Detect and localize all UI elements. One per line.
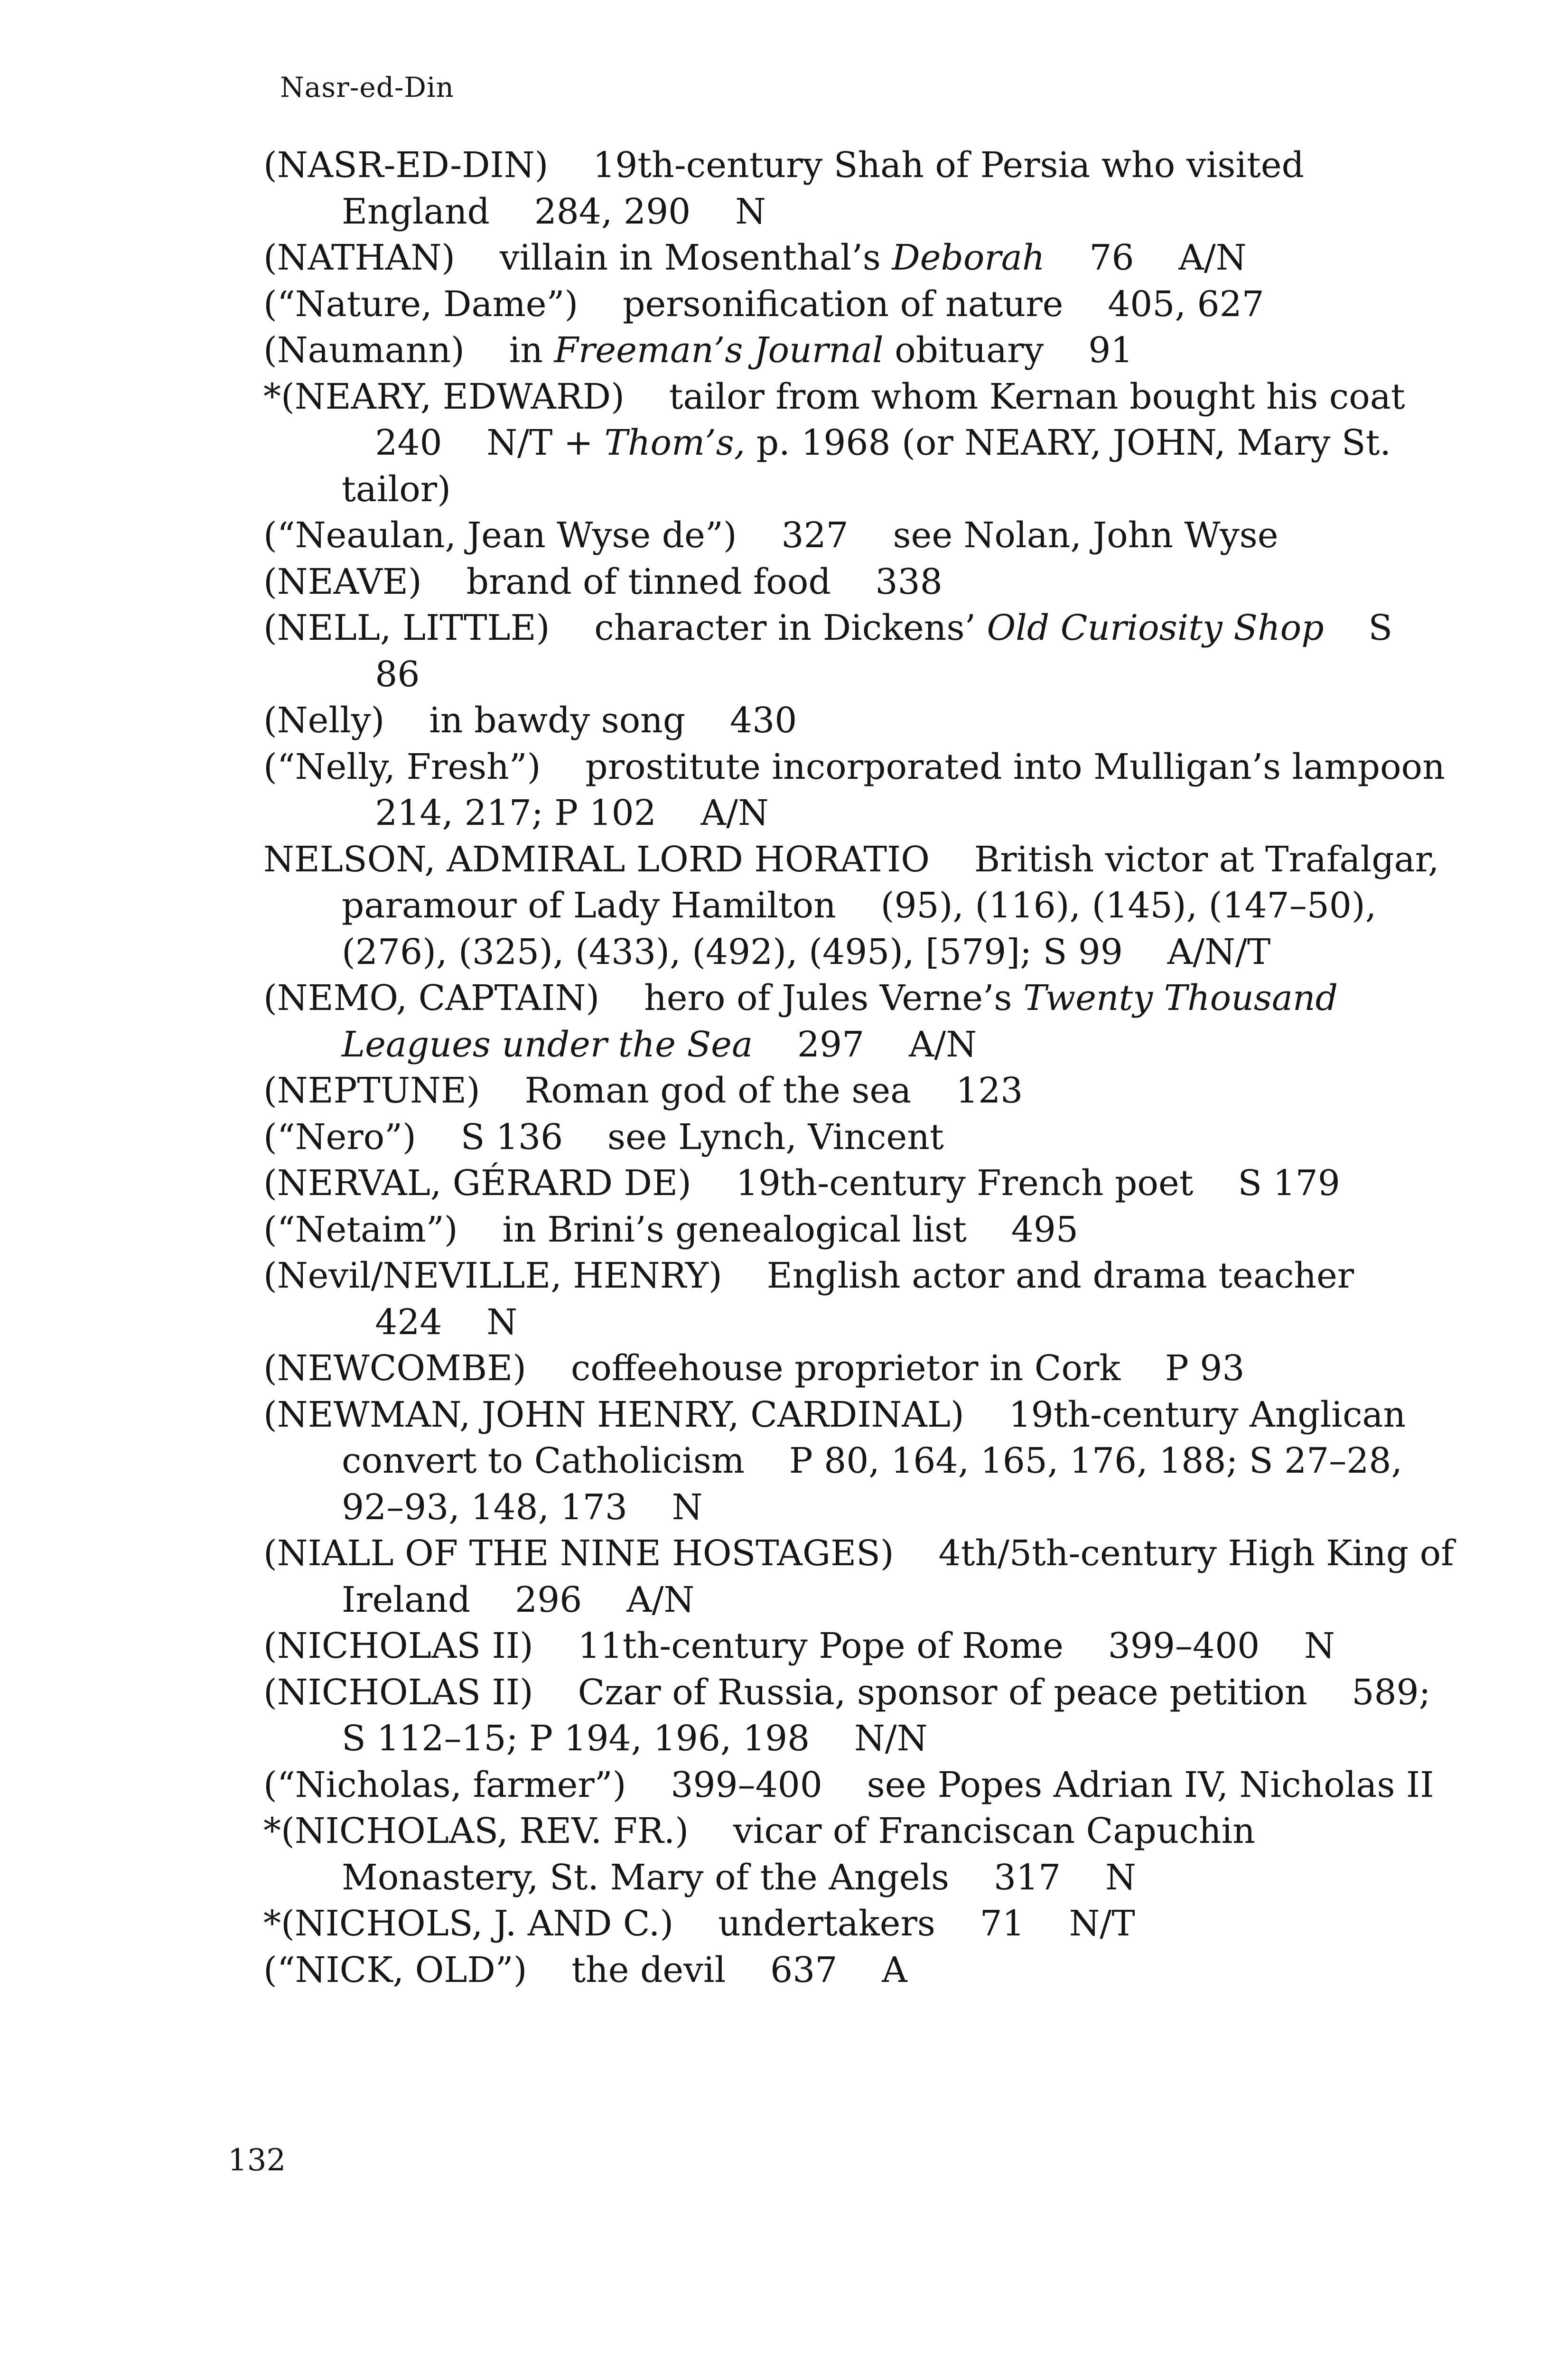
index-entry xyxy=(263,1947,1459,1994)
index-entry xyxy=(263,1253,1459,1345)
entry-source-tag: A/N xyxy=(908,1024,977,1065)
page-number: 132 xyxy=(228,2143,286,2178)
entry-page-refs: (95), (116), (145), (147–50), (276), (325), (433), (492), (495), [579]; S 99 xyxy=(342,885,1377,972)
entry-description: coffeehouse proprietor in Cork xyxy=(570,1348,1121,1389)
entry-heading: (NATHAN) xyxy=(263,237,455,278)
entry-work-title: Deborah xyxy=(892,237,1045,278)
entry-page-refs: 399–400 xyxy=(1108,1626,1260,1666)
entry-description: vicar of Franciscan Capuchin Monastery, St. Mary of the Angels xyxy=(342,1811,1255,1898)
entry-description: villain in Mosenthal’s xyxy=(499,237,881,278)
entry-page-refs: 71 xyxy=(980,1903,1025,1944)
entry-heading: (“Nelly, Fresh”) xyxy=(263,746,541,787)
index-entry xyxy=(263,1531,1459,1623)
index-entry xyxy=(263,1345,1459,1392)
entry-source-title: Thom’s, xyxy=(604,422,746,463)
index-entry xyxy=(263,605,1459,698)
entry-description: 19th-century Anglican convert to Catholicism xyxy=(342,1394,1406,1481)
entry-description: British victor at Trafalgar, paramour of Lady Hamilton xyxy=(342,839,1439,926)
entry-heading: (Nelly) xyxy=(263,700,385,741)
entry-page-refs: 240 xyxy=(375,422,442,463)
entry-heading: (Nevil/NEVILLE, HENRY) xyxy=(263,1255,722,1296)
entry-source-tag: N xyxy=(1105,1857,1136,1898)
entry-description: tailor from whom Kernan bought his coat xyxy=(669,376,1405,417)
entry-page-refs: 123 xyxy=(956,1070,1023,1111)
index-entries xyxy=(263,142,1459,1993)
entry-page-refs: S 136 xyxy=(460,1116,563,1158)
index-entry xyxy=(263,1114,1459,1161)
entry-source-tag: A xyxy=(882,1949,907,1990)
entry-heading: (“NICK, OLD”) xyxy=(263,1949,527,1990)
index-entry xyxy=(263,281,1459,328)
entry-description-end: obituary xyxy=(895,330,1044,371)
running-head: Nasr-ed-Din xyxy=(280,71,454,103)
entry-description: 4th/5th-century High King of Ireland xyxy=(342,1533,1454,1620)
entry-page-refs: 76 xyxy=(1089,237,1134,278)
entry-page-refs: 424 xyxy=(375,1301,442,1343)
index-entry xyxy=(263,1901,1459,1947)
entry-page-refs: 317 xyxy=(993,1857,1061,1898)
entry-page-refs: 214, 217; P 102 xyxy=(375,793,656,833)
entry-page-refs: 327 xyxy=(781,515,849,556)
entry-description: in bawdy song xyxy=(429,700,686,741)
entry-heading: (NICHOLAS II) xyxy=(263,1672,533,1713)
entry-page-refs: 338 xyxy=(875,561,943,602)
index-entry xyxy=(263,1808,1459,1901)
entry-source-tag: S xyxy=(1368,607,1393,648)
entry-heading: NELSON, ADMIRAL LORD HORATIO xyxy=(263,839,930,880)
entry-page-refs: 589; S 112–15; P 194, 196, 198 xyxy=(342,1672,1431,1759)
entry-source-tag: N xyxy=(486,1301,518,1343)
entry-work-title: Twenty Thousand Leagues under the Sea xyxy=(342,978,1338,1065)
index-entry xyxy=(263,1207,1459,1253)
index-entry xyxy=(263,327,1459,374)
entry-heading: *(NEARY, EDWARD) xyxy=(263,376,625,417)
entry-description: 19th-century Shah of Persia who visited England xyxy=(342,145,1304,232)
entry-source-tag: N xyxy=(1304,1626,1335,1666)
entry-source-tag: N/N xyxy=(854,1718,928,1759)
index-entry xyxy=(263,559,1459,606)
entry-description: 19th-century French poet xyxy=(736,1163,1194,1204)
entry-work-title: Freeman’s Journal xyxy=(554,330,884,371)
entry-heading: (NASR-ED-DIN) xyxy=(263,145,549,186)
entry-description: Roman god of the sea xyxy=(524,1070,912,1111)
entry-page-refs: 91 xyxy=(1088,330,1133,371)
entry-description: character in Dickens’ xyxy=(594,607,976,648)
index-entry xyxy=(263,513,1459,559)
entry-source-tag: N/T xyxy=(1069,1903,1135,1944)
entry-page-refs: 86 xyxy=(375,654,420,695)
entry-heading: (NELL, LITTLE) xyxy=(263,607,550,648)
entry-description: in xyxy=(509,330,543,371)
entry-heading: (NEWCOMBE) xyxy=(263,1348,527,1389)
entry-description: Czar of Russia, sponsor of peace petition xyxy=(578,1672,1307,1713)
entry-page-refs: 637 xyxy=(770,1949,838,1990)
entry-description: the devil xyxy=(571,1949,726,1990)
entry-heading: (“Nicholas, farmer”) xyxy=(263,1764,626,1805)
entry-source-tag: N xyxy=(735,191,766,232)
entry-description: undertakers xyxy=(718,1903,935,1944)
entry-source-tag: N/T + xyxy=(486,422,593,463)
index-entry xyxy=(263,1623,1459,1670)
entry-source-tag: A/N xyxy=(1178,237,1247,278)
entry-description: personification of nature xyxy=(623,283,1064,325)
entry-heading: (NEMO, CAPTAIN) xyxy=(263,978,600,1018)
index-entry xyxy=(263,837,1459,976)
entry-heading: *(NICHOLAS, REV. FR.) xyxy=(263,1811,689,1851)
entry-page-refs: 284, 290 xyxy=(534,191,691,232)
entry-work-title: Old Curiosity Shop xyxy=(987,607,1324,648)
entry-heading: (Naumann) xyxy=(263,330,465,371)
entry-source-tag: A/N xyxy=(626,1579,695,1620)
entry-description: prostitute incorporated into Mulligan’s lampoon xyxy=(585,746,1445,787)
entry-description: 11th-century Pope of Rome xyxy=(578,1626,1064,1666)
entry-page-refs: 297 xyxy=(797,1024,865,1065)
entry-description: in Brini’s genealogical list xyxy=(502,1209,967,1250)
entry-heading: (NICHOLAS II) xyxy=(263,1626,533,1666)
index-entry xyxy=(263,1160,1459,1207)
index-entry xyxy=(263,1392,1459,1531)
entry-source-tag: A/N/T xyxy=(1167,931,1271,972)
entry-cross-reference: see Nolan, John Wyse xyxy=(893,515,1279,556)
entry-source-tag: N xyxy=(672,1486,703,1528)
index-entry xyxy=(263,374,1459,513)
entry-heading: (NIALL OF THE NINE HOSTAGES) xyxy=(263,1533,894,1574)
entry-heading: (NERVAL, GÉRARD DE) xyxy=(263,1163,691,1204)
index-entry xyxy=(263,975,1459,1068)
entry-heading: (“Neaulan, Jean Wyse de”) xyxy=(263,515,737,556)
entry-heading: (NEAVE) xyxy=(263,561,422,602)
entry-page-refs: 399–400 xyxy=(671,1764,822,1805)
entry-heading: (NEWMAN, JOHN HENRY, CARDINAL) xyxy=(263,1394,964,1435)
index-entry xyxy=(263,1762,1459,1809)
entry-description: English actor and drama teacher xyxy=(766,1255,1354,1296)
entry-description: brand of tinned food xyxy=(466,561,831,602)
index-entry xyxy=(263,142,1459,235)
entry-heading: (“Netaim”) xyxy=(263,1209,458,1250)
entry-source-note: p. 1968 (or NEARY, JOHN, Mary St. tailor) xyxy=(342,422,1391,510)
index-entry xyxy=(263,1068,1459,1114)
entry-page-refs: 430 xyxy=(730,700,797,741)
index-entry xyxy=(263,744,1459,837)
entry-page-refs: S 179 xyxy=(1238,1163,1340,1204)
entry-heading: (NEPTUNE) xyxy=(263,1070,480,1111)
index-entry xyxy=(263,698,1459,744)
entry-page-refs: 405, 627 xyxy=(1108,283,1264,325)
entry-page-refs: 296 xyxy=(515,1579,582,1620)
entry-cross-reference: see Popes Adrian IV, Nicholas II xyxy=(867,1764,1434,1805)
entry-description: hero of Jules Verne’s xyxy=(644,978,1012,1018)
entry-page-refs: P 93 xyxy=(1165,1348,1245,1389)
entry-heading: (“Nero”) xyxy=(263,1116,416,1158)
entry-page-refs: P 80, 164, 165, 176, 188; S 27–28, 92–93, 148, 173 xyxy=(342,1440,1402,1528)
entry-heading: (“Nature, Dame”) xyxy=(263,283,579,325)
entry-heading: *(NICHOLS, J. AND C.) xyxy=(263,1903,674,1944)
index-entry xyxy=(263,235,1459,281)
entry-page-refs: 495 xyxy=(1011,1209,1078,1250)
index-entry xyxy=(263,1670,1459,1762)
entry-source-tag: A/N xyxy=(700,793,769,833)
entry-cross-reference: see Lynch, Vincent xyxy=(607,1116,944,1158)
